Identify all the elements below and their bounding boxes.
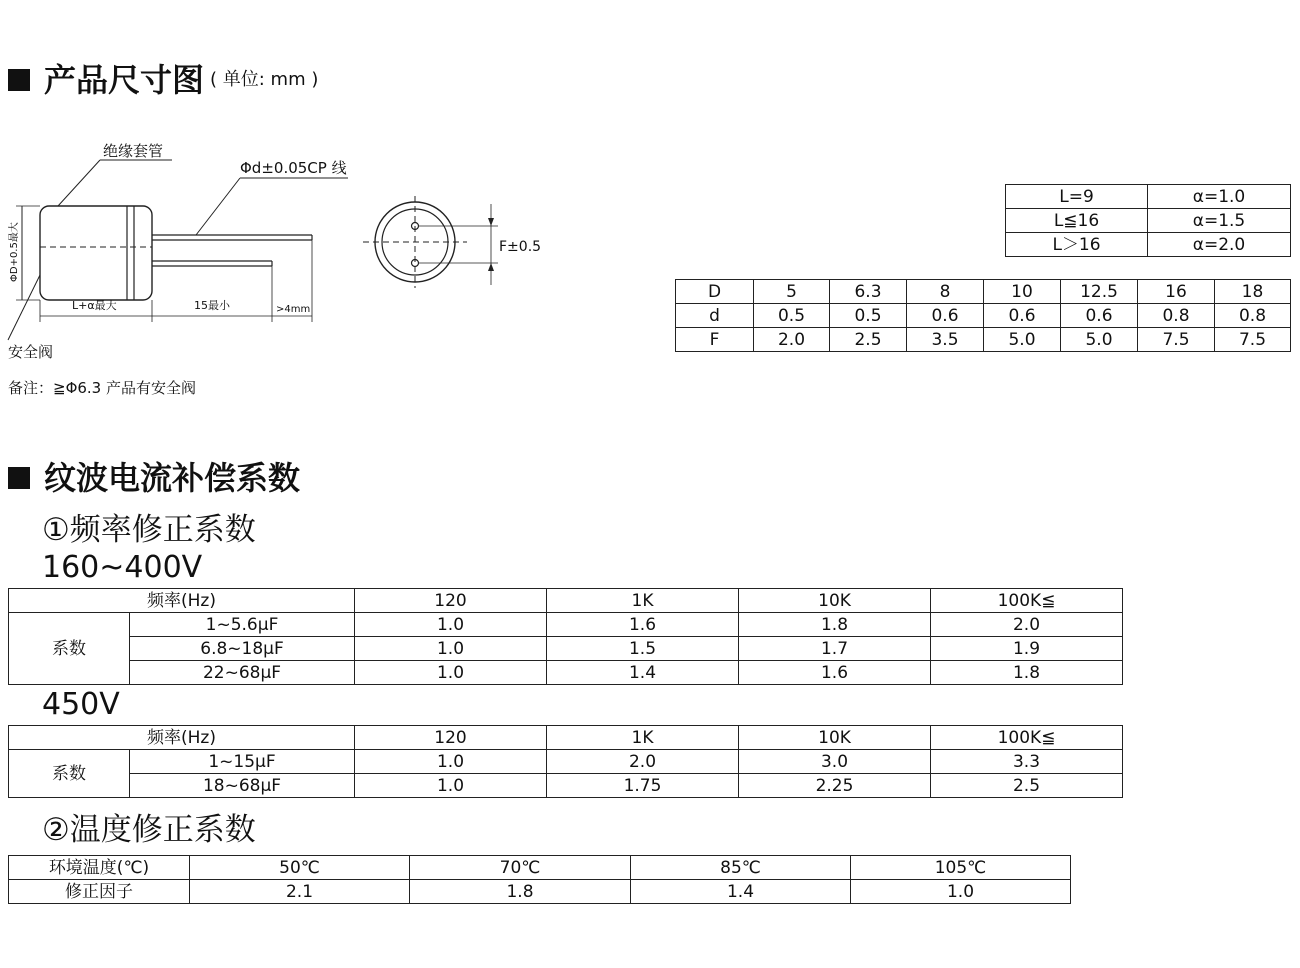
table-cell: 16 [1138,280,1215,304]
table-cell: 10K [739,726,931,750]
table-row [9,637,1123,661]
table-cell: 3.0 [739,750,931,774]
table-cell: 1.0 [355,613,547,637]
table-row [9,613,1123,637]
alpha-table [1005,184,1291,257]
table-cell: 1.8 [739,613,931,637]
table-row [676,280,1291,304]
table-cell: 频率(Hz) [9,589,355,613]
table-cell: 修正因子 [9,880,190,904]
section-title-dimensions [8,61,319,99]
table-cell: D [676,280,754,304]
capacitor-diagram [0,130,560,370]
vent-label: 安全阀 [8,343,54,361]
table-cell: 系数 [9,750,130,798]
table-cell: 0.5 [830,304,907,328]
table-cell: 85℃ [631,856,851,880]
freq-subtitle: ①频率修正系数 [42,512,256,548]
table-cell: 1.8 [410,880,631,904]
table-cell: 1~15μF [130,750,355,774]
lead-length-label: 15最小 [194,299,230,312]
freq-table-160-400v [8,588,1123,685]
table-cell: 1.6 [739,661,931,685]
dimension-table [675,279,1291,352]
table-cell: 5 [754,280,830,304]
table-cell: F [676,328,754,352]
table-cell: 1.6 [547,613,739,637]
table-cell: 1.8 [931,661,1123,685]
section-unit: ( 单位: mm ) [210,69,319,90]
table-cell: 1.4 [631,880,851,904]
table-cell: 环境温度(℃) [9,856,190,880]
table-cell: 18~68μF [130,774,355,798]
table-cell: 1.0 [851,880,1071,904]
table-row [676,328,1291,352]
table-row [1006,209,1291,233]
table-cell: L≦16 [1006,209,1148,233]
table-cell: 18 [1215,280,1291,304]
table-row [1006,185,1291,209]
table-cell: 100K≦ [931,726,1123,750]
table-cell: 7.5 [1215,328,1291,352]
table-cell: 2.5 [931,774,1123,798]
table-row [1006,233,1291,257]
table-cell: L=9 [1006,185,1148,209]
table-cell: 5.0 [1061,328,1138,352]
table-row [9,726,1123,750]
section-title-text: 产品尺寸图 [44,61,205,99]
bullet-square-icon [8,467,30,489]
table-row [9,880,1071,904]
note-text: 备注：≧Φ6.3 产品有安全阀 [8,379,196,397]
table-cell: 1~5.6μF [130,613,355,637]
table-cell: α=2.0 [1148,233,1291,257]
table-cell: 1.4 [547,661,739,685]
temp-subtitle: ②温度修正系数 [42,812,256,848]
table-cell: 1.0 [355,774,547,798]
table-cell: α=1.0 [1148,185,1291,209]
freq-table-450v [8,725,1123,798]
table-cell: 22~68μF [130,661,355,685]
table-cell: 1.7 [739,637,931,661]
table-cell: 3.3 [931,750,1123,774]
table-cell: 10K [739,589,931,613]
table-cell: 120 [355,726,547,750]
table-cell: 1.0 [355,637,547,661]
table-cell: 0.6 [984,304,1061,328]
table-cell: 8 [907,280,984,304]
section-title-ripple [8,459,301,497]
table-cell: 2.0 [547,750,739,774]
table-cell: 105℃ [851,856,1071,880]
table-cell: 0.6 [907,304,984,328]
table-cell: 2.25 [739,774,931,798]
pitch-label: F±0.5 [499,239,542,255]
length-label: L+α最大 [72,299,117,312]
table-cell: 7.5 [1138,328,1215,352]
table-cell: 70℃ [410,856,631,880]
section-title-text: 纹波电流补偿系数 [44,459,301,497]
table-cell: 2.5 [830,328,907,352]
table-cell: 频率(Hz) [9,726,355,750]
table-row [676,304,1291,328]
table-cell: 0.8 [1138,304,1215,328]
table-cell: 3.5 [907,328,984,352]
table-cell: 2.0 [931,613,1123,637]
voltage-label-1: 160~400V [42,550,203,585]
table-cell: 5.0 [984,328,1061,352]
voltage-label-2: 450V [42,687,120,722]
table-cell: 12.5 [1061,280,1138,304]
table-cell: 100K≦ [931,589,1123,613]
table-cell: 10 [984,280,1061,304]
table-cell: 120 [355,589,547,613]
table-cell: 1.5 [547,637,739,661]
table-cell: 1.0 [355,750,547,774]
table-cell: d [676,304,754,328]
table-cell: L＞16 [1006,233,1148,257]
table-cell: 1.9 [931,637,1123,661]
table-row [9,750,1123,774]
table-cell: 0.8 [1215,304,1291,328]
table-row [9,856,1071,880]
table-row [9,661,1123,685]
table-cell: 0.6 [1061,304,1138,328]
table-cell: 2.0 [754,328,830,352]
table-cell: 1.0 [355,661,547,685]
table-row [9,774,1123,798]
capacitor-body-outline [40,206,152,300]
table-cell: 2.1 [190,880,410,904]
table-cell: 1K [547,589,739,613]
temperature-table [8,855,1071,904]
lead-label: Φd±0.05CP 线 [240,159,347,177]
sleeve-label: 绝缘套管 [103,142,164,160]
table-row [9,589,1123,613]
table-cell: 1.75 [547,774,739,798]
table-cell: 系数 [9,613,130,685]
table-cell: 6.3 [830,280,907,304]
table-cell: 1K [547,726,739,750]
bullet-square-icon [8,69,30,91]
tail-label: >4mm [276,304,311,315]
table-cell: 50℃ [190,856,410,880]
table-cell: 6.8~18μF [130,637,355,661]
table-cell: α=1.5 [1148,209,1291,233]
table-cell: 0.5 [754,304,830,328]
diameter-label: ΦD+0.5最大 [9,222,20,282]
